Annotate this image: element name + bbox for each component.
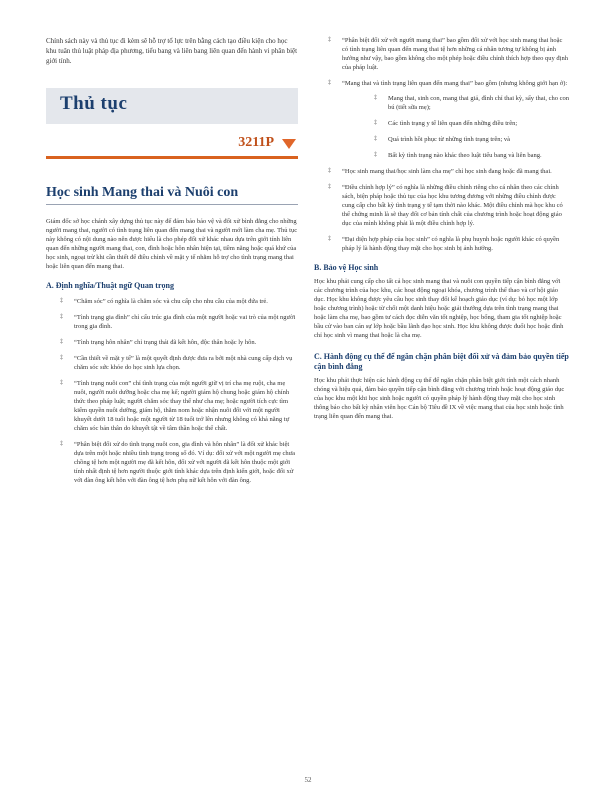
section-b-title: B. Bảo vệ Học sinh	[314, 263, 379, 272]
list-item	[46, 338, 298, 347]
bullet-icon: ‡	[60, 441, 63, 447]
list-item	[314, 79, 570, 160]
bullet-icon: ‡	[328, 37, 331, 43]
list-item	[342, 135, 570, 144]
policy-code-row	[46, 134, 298, 159]
definition-text: “Phân biệt đối xử với người mang thai” bao gồm đối xử với học sinh mang thai hoặc có tình trạng liên quan đến mang thai tệ hơn những cá nhân tương tự không bị ảnh hưởng như vậy, bao gồm không cho một phép hoặc điều chỉnh thích hợp theo quy định của pháp luật.	[342, 37, 568, 71]
definition-text: “Mang thai và tình trạng liên quan đến mang thai” bao gồm (nhưng không giới hạn ở):	[342, 80, 568, 87]
page-number: 52	[304, 776, 312, 784]
bullet-icon: ‡	[374, 120, 377, 126]
policy-code: 3211P	[238, 135, 274, 150]
list-item	[314, 183, 570, 228]
list-item	[314, 36, 570, 72]
definition-text: “Học sinh mang thai/học sinh làm cha mẹ” chỉ học sinh đang hoặc đã mang thai.	[342, 168, 552, 175]
bullet-icon: ‡	[328, 168, 331, 174]
left-column	[46, 36, 298, 492]
bullet-icon: ‡	[60, 298, 63, 304]
bullet-icon: ‡	[60, 355, 63, 361]
bullet-icon: ‡	[374, 95, 377, 101]
condition-text: Bất kỳ tình trạng nào khác theo luật tiểu bang và liên bang.	[388, 152, 542, 159]
bullet-icon: ‡	[60, 314, 63, 320]
definition-text: “Điều chỉnh hợp lý” có nghĩa là những điều chỉnh riêng cho cá nhân theo các chính sách, biện pháp hoặc thủ tục của học khu tương đương với những điều chỉnh được cung cấp cho bất kỳ tình trạng y tế tạm thời nào khác. Một điều chỉnh mà học khu có thể chứng minh là sẽ thay đổi cơ bản tính chất của chương trình hoặc hoạt động giáo dục của mình không phải là một điều chỉnh hợp lý.	[342, 184, 563, 227]
bullet-icon: ‡	[328, 80, 331, 86]
list-item	[314, 167, 570, 176]
definition-text: “Tình trạng hôn nhân” chỉ trạng thái đã kết hôn, độc thân hoặc ly hôn.	[74, 339, 257, 346]
section-c-text: Học khu phải thực hiện các hành động cụ thể để ngăn chặn phân biệt giới tính một cách nhanh chóng và hiệu quả, đảm bảo quyền tiếp cận bình đẳng với chương trình hoặc hoạt động giáo dục của học khu một khi học sinh hoặc người có quyền pháp lý hành động thay mặt cho học sinh thông báo cho bất kỳ nhân viên học Cán bộ Tiêu đề IX về việc mang thai của học sinh hoặc tình trạng liên quan đến mang thai.	[314, 377, 565, 420]
list-item	[46, 354, 298, 372]
definition-text: “Tình trạng nuôi con” chỉ tình trạng của một người giữ vị trí cha mẹ ruột, cha mẹ nuôi, người nuôi dưỡng hoặc cha mẹ kế; người giám hộ chung hoặc giám hộ chính thức theo pháp luật; người chăm sóc thay thế như cha mẹ; hoặc người tích cực tìm kiếm quyền nuôi dưỡng, giám hộ, thăm nom hoặc nhận nuôi đối với một người khuyết dưới 18 tuổi hoặc một người từ 18 tuổi trở lên nhưng không có khả năng tự chăm sóc bản thân do khuyết tật về tâm thần hoặc thể chất.	[74, 380, 290, 432]
condition-text: Mang thai, sinh con, mang thai giả, đình chỉ thai kỳ, sẩy thai, cho con bú (tiết sữa mẹ);	[388, 95, 570, 111]
definition-text: “Tình trạng gia đình” chỉ cấu trúc gia đình của một người hoặc vai trò của một người trong gia đình.	[74, 314, 296, 330]
list-item	[342, 119, 570, 128]
definition-text: “Chăm sóc” có nghĩa là chăm sóc và chu cấp cho nhu cầu của một đứa trẻ.	[74, 298, 268, 305]
list-item	[46, 313, 298, 331]
bullet-icon: ‡	[60, 339, 63, 345]
bullet-icon: ‡	[60, 380, 63, 386]
condition-text: Các tình trạng y tế liên quan đến những điều trên;	[388, 120, 518, 127]
definition-text: “Cần thiết về mặt y tế” là một quyết định được đưa ra bởi một nhà cung cấp dịch vụ chăm sóc sức khỏe do học sinh lựa chọn.	[74, 355, 293, 371]
bullet-icon: ‡	[374, 136, 377, 142]
section-c-title: C. Hành động cụ thể để ngăn chặn phân biệt đối xử và đảm bảo quyền tiếp cận bình đẳng	[314, 352, 569, 371]
pregnancy-conditions-list	[342, 94, 570, 160]
bullet-icon: ‡	[374, 152, 377, 158]
definitions-list-continued	[314, 36, 570, 253]
bullet-icon: ‡	[328, 236, 331, 242]
list-item	[342, 151, 570, 160]
definition-text: “Đại diện hợp pháp của học sinh” có nghĩa là phụ huynh hoặc người khác có quyền pháp lý là hành động thay mặt cho học sinh bị ảnh hưởng.	[342, 236, 560, 252]
triangle-down-icon	[282, 139, 296, 149]
list-item	[342, 94, 570, 112]
list-item	[46, 440, 298, 485]
definition-text: “Phân biệt đối xử do tình trạng nuôi con, gia đình và hôn nhân” là đối xử khác biệt dựa trên một hoặc nhiều tình trạng trong số đó. Ví dụ: đối xử với một người mẹ chưa chồng tệ hơn một người mẹ đã kết hôn, đối xử với người đã kết hôn thuộc một giới tính nhất định tệ hơn người thuộc giới tính khác dựa trên định kiến giới, hoặc đối xử với đàn ông kết hôn với đàn ông tệ hơn phụ nữ kết hôn với đàn ông.	[74, 441, 296, 484]
bullet-icon: ‡	[328, 184, 331, 190]
section-b-text: Học khu phải cung cấp cho tất cả học sinh mang thai và nuôi con quyền tiếp cận bình đẳng với các chương trình của học khu, các hoạt động ngoại khóa, chương trình thể thao và cơ hội giáo dục. Học khu không được yêu cầu học sinh thay đổi kế hoạch giáo dục (ví dụ: bỏ học một lớp hoặc chương trình) hoặc từ chối một danh hiệu hoặc giải thưởng dựa trên tình trạng mang thai hoặc làm cha mẹ, bao gồm tư cách đọc diễn văn tốt nghiệp, học bổng, tham gia tốt nghiệp hoặc bầu cử vào ban cán sự lớp hoặc bầu lãnh đạo học sinh. Học khu không được đuổi học hoặc đình chỉ học sinh vì mang thai hoặc là cha mẹ.	[314, 278, 564, 339]
procedure-label: Thủ tục	[60, 93, 128, 114]
policy-title: Học sinh Mang thai và Nuôi con	[46, 185, 298, 205]
policy-intro: Giám đốc sở học chánh xây dựng thủ tục này để đảm bảo bảo vệ và đối xử bình đẳng cho những người mang thai, người có tình trạng liên quan đến mang thai và người mới làm cha mẹ. Thủ tục này không có nội dung nào nên được hiểu là cho phép đối xử khác nhau dựa trên giới tính liên quan đến những người mang thai, con, đình hoặc hôn nhân hiện tại, tiềm năng hoặc quá khứ của học sinh, ngoại trừ khi cần thiết để điều chỉnh về mặt y tế nhằm hỗ trợ cho tình trạng mang thai hoặc liên quan đến mang thai.	[46, 218, 298, 270]
right-column	[314, 36, 570, 421]
list-item	[46, 379, 298, 433]
list-item	[46, 297, 298, 306]
condition-text: Quá trình hồi phục từ những tình trạng trên; và	[388, 136, 511, 143]
list-item	[314, 235, 570, 253]
definitions-list	[46, 297, 298, 485]
section-a-title: A. Định nghĩa/Thuật ngữ Quan trọng	[46, 281, 174, 290]
procedure-band	[46, 88, 298, 124]
intro-paragraph: Chính sách này và thủ tục đi kèm sẽ hỗ trợ tổ lực trên bằng cách tạo điều kiện cho học khu tuân thủ luật pháp địa phương, tiểu bang và liên bang liên quan đến hành vi phân biệt giới tính.	[46, 37, 298, 65]
